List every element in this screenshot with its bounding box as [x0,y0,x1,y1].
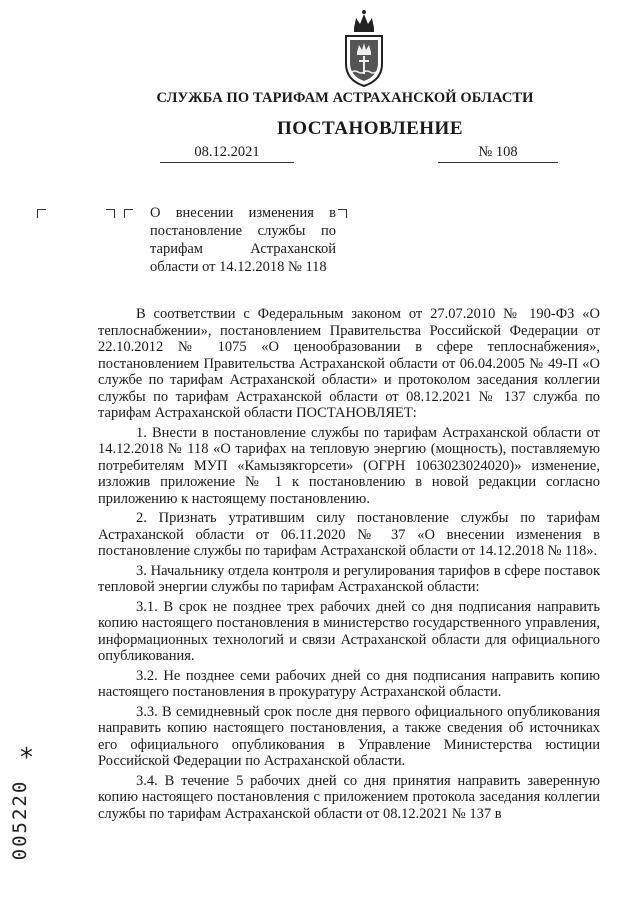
corner-mark [338,209,347,218]
document-type: ПОСТАНОВЛЕНИЕ [276,118,464,139]
paragraph-3-4: 3.4. В течение 5 рабочих дней со дня принятия направить заверенную копию настоящего постановления с приложением протокола заседания коллегии службы по тарифам Астраханской области от 08.12.2021 № 137 в [98,772,600,822]
paragraph-3-2: 3.2. Не позднее семи рабочих дней со дня подписания направить копию настоящего постановления в прокуратуру Астраханской области. [98,667,600,700]
coat-of-arms-icon [340,8,388,88]
document-subject: О внесении изменения в постановление службы по тарифам Астраханской области от 14.12.2018 № 118 [150,205,336,275]
side-star-mark: * [20,743,33,773]
paragraph-3-1: 3.1. В срок не позднее трех рабочих дней со дня подписания направить копию настоящего постановления в министерство государственного управления, информационных технологий и связи Астраханской области для официального опубликования. [98,598,600,664]
document-date: 08.12.2021 [160,144,294,163]
side-stamp-number: 005220 [9,779,31,861]
corner-mark [106,209,115,218]
corner-mark [37,209,46,218]
document-number: № 108 [438,144,558,163]
organization-name: СЛУЖБА ПО ТАРИФАМ АСТРАХАНСКОЙ ОБЛАСТИ [156,90,534,106]
paragraph-1: 1. Внести в постановление службы по тарифам Астраханской области от 14.12.2018 № 118 «О тарифах на тепловую энергию (мощность), поставляемую потребителям МУП «Камызякгорсети» (ОГРН 1063023024020)» изменение, изложив приложение № 1 к постановлению в новой редакции согласно приложению к настоящему постановлению. [98,424,600,507]
paragraph-intro: В соответствии с Федеральным законом от 27.07.2010 № 190-ФЗ «О теплоснабжении», постановлением Правительства Российской Федерации от 22.10.2012 № 1075 «О ценообразовании в сфере теплоснабжения», постановлением Правительства Астраханской области от 06.04.2005 № 49-П «О службе по тарифам Астраханской области» и протоколом заседания коллегии службы по тарифам Астраханской области от 08.12.2021 № 137 служба по тарифам Астраханской области ПОСТАНОВЛЯЕТ: [98,306,600,421]
document-body [98,306,600,822]
paragraph-3-3: 3.3. В семидневный срок после дня первого официального опубликования направить копию настоящего постановления, а также сведения об источниках его официального опубликования в Управление Министерства юстиции Российской Федерации по Астраханской области. [98,703,600,769]
corner-mark [124,209,133,218]
paragraph-3: 3. Начальнику отдела контроля и регулирования тарифов в сфере поставок тепловой энергии службы по тарифам Астраханской области: [98,562,600,595]
paragraph-2: 2. Признать утратившим силу постановление службы по тарифам Астраханской области от 06.11.2020 № 37 «О внесении изменения в постановление службы по тарифам Астраханской области от 14.12.2018 № 118». [98,510,600,559]
